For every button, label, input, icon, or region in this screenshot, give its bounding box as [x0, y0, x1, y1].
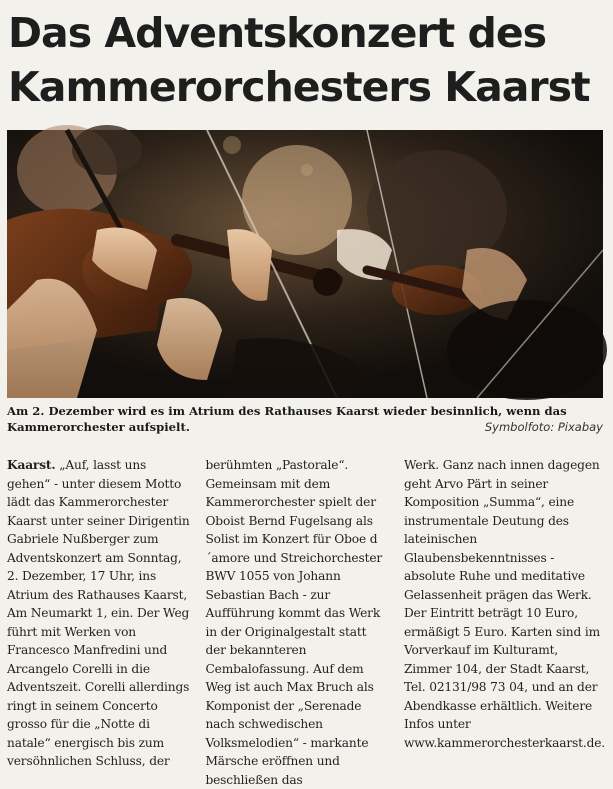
violinists-photo-illustration — [7, 130, 603, 398]
column-1-text: „Auf, lasst uns gehen“ - unter diesem Motto lädt das Kammerorchester Kaarst unter seiner Dirigentin Gabriele Nußberger zum Adventskonzert am Sonntag, 2. Dezember, 17 Uhr, ins Atrium des Rathauses Kaarst, Am Neumarkt 1, ein. Der Weg führt mit Werken von Francesco Manfredini und Arcangelo Corelli in die Adventszeit. Corelli allerdings ringt in seinem Concerto grosso für die „Notte di natale“ energisch bis zum versöhnlichen Schluss, der — [7, 458, 190, 768]
dateline: Kaarst. — [7, 458, 56, 472]
orchestra-photo — [7, 130, 603, 398]
photo-caption: Am 2. Dezember wird es im Atrium des Rathauses Kaarst wieder besinnlich, wenn das Kammerorchester aufspielt. — [7, 404, 567, 434]
article-column-3 — [403, 456, 606, 750]
column-3-text: Werk. Ganz nach innen dagegen geht Arvo Pärt in seiner Komposition „Summa“, eine instrumentale Deutung des lateinischen Glaubensbekenntnisses - absolute Ruhe und meditative Gelassenheit prägen das Werk. Der Eintritt beträgt 10 Euro, ermäßigt 5 Euro. Karten sind im Vorverkauf im Kulturamt, Zimmer 104, der Stadt Kaarst, Tel. 02131/98 73 04, und an der Abendkasse erhältlich. Weitere Infos unter www.kammerorchesterkaarst.de. — [403, 458, 606, 750]
headline-line-1: Das Adventskonzert des — [8, 9, 547, 57]
column-2-text: berühmten „Pastorale“. Gemeinsam mit dem Kammerorchester spielt der Oboist Bernd Fugelsang als Solist im Konzert für Oboe d´amore und Streichorchester BWV 1055 von Johann Sebastian Bach - zur Aufführung kommt das Werk in der Originalgestalt statt der bekannteren Cembalofassung. Auf dem Weg ist auch Max Bruch als Komponist der „Serenade nach schwedischen Volksmelodien“ - markante Märsche eröffnen und beschließen das — [205, 458, 383, 787]
photo-credit: Symbolfoto: Pixabay — [484, 420, 603, 434]
article-body — [7, 456, 606, 787]
article-headline — [8, 6, 608, 114]
headline-line-2: Kammerorchesters Kaarst — [8, 63, 590, 111]
article-column-2 — [205, 456, 389, 787]
article-column-1 — [7, 456, 191, 768]
